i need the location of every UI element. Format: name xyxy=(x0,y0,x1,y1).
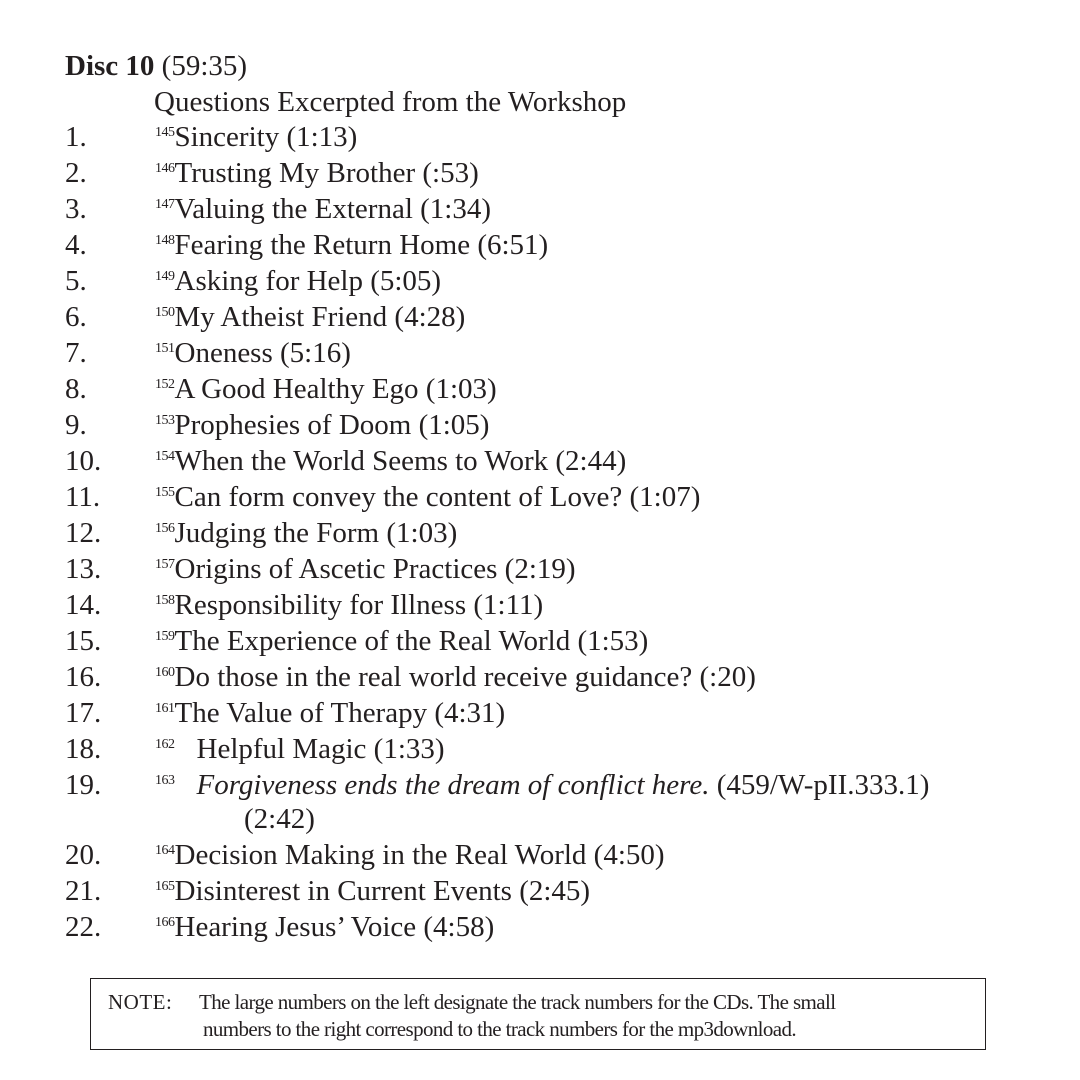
cd-track-number: 1. xyxy=(65,121,87,153)
track-entry xyxy=(155,873,590,909)
cd-track-number: 11. xyxy=(65,481,101,513)
disc-duration: (59:35) xyxy=(161,50,248,82)
track-title: Oneness (5:16) xyxy=(174,337,351,369)
mp3-track-number: 151 xyxy=(155,341,175,356)
disc-heading xyxy=(65,48,247,84)
track-title: Decision Making in the Real World (4:50) xyxy=(174,839,665,871)
mp3-track-number: 164 xyxy=(155,843,175,858)
track-title-quote: Forgiveness ends the dream of conflict here. xyxy=(196,769,710,801)
track-entry xyxy=(155,371,497,407)
track-row xyxy=(0,515,1080,551)
track-row xyxy=(0,837,1080,873)
track-title: Sincerity (1:13) xyxy=(174,121,358,153)
mp3-track-number: 147 xyxy=(155,197,175,212)
track-row xyxy=(0,299,1080,335)
track-entry xyxy=(155,551,576,587)
note-text-line-2: numbers to the right correspond to the track numbers for the mp3download. xyxy=(203,1017,797,1041)
track-title: Fearing the Return Home (6:51) xyxy=(174,229,549,261)
section-title: Questions Excerpted from the Workshop xyxy=(154,86,627,118)
track-title: Prophesies of Doom (1:05) xyxy=(174,409,490,441)
track-row xyxy=(0,587,1080,623)
track-title: My Atheist Friend (4:28) xyxy=(174,301,466,333)
track-row xyxy=(0,443,1080,479)
mp3-track-number: 156 xyxy=(155,521,175,536)
cd-track-number: 20. xyxy=(65,839,102,871)
track-entry xyxy=(155,515,457,551)
track-row xyxy=(0,371,1080,407)
track-entry xyxy=(155,587,543,623)
cd-track-number: 22. xyxy=(65,911,102,943)
track-title: Do those in the real world receive guidance? (:20) xyxy=(174,661,756,693)
cd-track-number: 18. xyxy=(65,733,102,765)
cd-track-number: 21. xyxy=(65,875,102,907)
mp3-track-number: 150 xyxy=(155,305,175,320)
track-entry xyxy=(155,299,465,335)
track-row xyxy=(0,659,1080,695)
mp3-track-number: 166 xyxy=(155,915,175,930)
cd-track-number: 4. xyxy=(65,229,87,261)
track-row xyxy=(0,407,1080,443)
track-entry xyxy=(155,155,479,191)
cd-track-number: 5. xyxy=(65,265,87,297)
track-title: Valuing the External (1:34) xyxy=(174,193,491,225)
mp3-track-number: 162 xyxy=(155,737,175,752)
track-row xyxy=(0,479,1080,515)
track-row xyxy=(0,695,1080,731)
mp3-track-number: 160 xyxy=(155,665,175,680)
mp3-track-number: 158 xyxy=(155,593,175,608)
mp3-track-number: 161 xyxy=(155,701,175,716)
cd-track-number: 12. xyxy=(65,517,102,549)
track-entry xyxy=(155,335,351,371)
note-label: NOTE: xyxy=(108,990,173,1014)
mp3-track-number: 145 xyxy=(155,125,175,140)
track-row xyxy=(0,155,1080,191)
track-entry xyxy=(155,767,929,803)
track-title: A Good Healthy Ego (1:03) xyxy=(174,373,497,405)
track-row xyxy=(0,909,1080,945)
track-title: The Experience of the Real World (1:53) xyxy=(174,625,649,657)
cd-track-number: 7. xyxy=(65,337,87,369)
track-row xyxy=(0,191,1080,227)
mp3-track-number: 146 xyxy=(155,161,175,176)
mp3-track-number: 154 xyxy=(155,449,175,464)
track-title: Disinterest in Current Events (2:45) xyxy=(174,875,591,907)
track-entry xyxy=(155,695,505,731)
track-title: Responsibility for Illness (1:11) xyxy=(174,589,544,621)
track-entry xyxy=(155,119,357,155)
cd-track-number: 19. xyxy=(65,769,102,801)
track-entry xyxy=(155,731,445,767)
track-entry xyxy=(155,837,665,873)
mp3-track-number: 157 xyxy=(155,557,175,572)
track-row xyxy=(0,767,1080,837)
track-row xyxy=(0,227,1080,263)
track-entry xyxy=(155,227,548,263)
track-entry xyxy=(155,407,489,443)
track-entry xyxy=(155,263,441,299)
track-title: Asking for Help (5:05) xyxy=(174,265,442,297)
track-row xyxy=(0,263,1080,299)
mp3-track-number: 152 xyxy=(155,377,175,392)
track-row xyxy=(0,119,1080,155)
track-row xyxy=(0,623,1080,659)
track-title: When the World Seems to Work (2:44) xyxy=(174,445,627,477)
track-title: The Value of Therapy (4:31) xyxy=(174,697,506,729)
track-entry xyxy=(155,443,626,479)
track-entry xyxy=(155,909,494,945)
mp3-track-number: 159 xyxy=(155,629,175,644)
track-title: Origins of Ascetic Practices (2:19) xyxy=(174,553,576,585)
track-title: Judging the Form (1:03) xyxy=(174,517,458,549)
cd-track-number: 13. xyxy=(65,553,102,585)
note-text-line-1: The large numbers on the left designate the track numbers for the CDs. The small xyxy=(199,990,836,1014)
track-title: Helpful Magic (1:33) xyxy=(196,733,445,765)
disc-label: Disc 10 xyxy=(65,50,155,82)
mp3-track-number: 149 xyxy=(155,269,175,284)
cd-track-number: 15. xyxy=(65,625,102,657)
cd-track-number: 14. xyxy=(65,589,102,621)
cd-track-number: 6. xyxy=(65,301,87,333)
mp3-track-number: 148 xyxy=(155,233,175,248)
track-list xyxy=(0,119,1080,945)
cd-track-number: 8. xyxy=(65,373,87,405)
track-row xyxy=(0,873,1080,909)
track-row xyxy=(0,551,1080,587)
cd-track-number: 9. xyxy=(65,409,87,441)
cd-track-number: 10. xyxy=(65,445,102,477)
track-title: Can form convey the content of Love? (1:07) xyxy=(174,481,701,513)
track-entry xyxy=(155,659,756,695)
track-title: Hearing Jesus’ Voice (4:58) xyxy=(174,911,495,943)
cd-track-number: 17. xyxy=(65,697,102,729)
track-row xyxy=(0,335,1080,371)
track-title-reference: (459/W-pII.333.1) xyxy=(709,769,930,801)
mp3-track-number: 155 xyxy=(155,485,175,500)
track-title: Trusting My Brother (:53) xyxy=(174,157,479,189)
track-entry xyxy=(155,479,700,515)
mp3-track-number: 165 xyxy=(155,879,175,894)
mp3-track-number: 163 xyxy=(155,773,175,788)
cd-track-number: 16. xyxy=(65,661,102,693)
track-duration-continuation: (2:42) xyxy=(244,803,315,835)
mp3-track-number: 153 xyxy=(155,413,175,428)
track-entry xyxy=(155,191,491,227)
track-row xyxy=(0,731,1080,767)
cd-track-number: 2. xyxy=(65,157,87,189)
cd-track-number: 3. xyxy=(65,193,87,225)
note-box xyxy=(90,978,986,1050)
track-entry xyxy=(155,623,648,659)
track-title xyxy=(197,769,930,801)
